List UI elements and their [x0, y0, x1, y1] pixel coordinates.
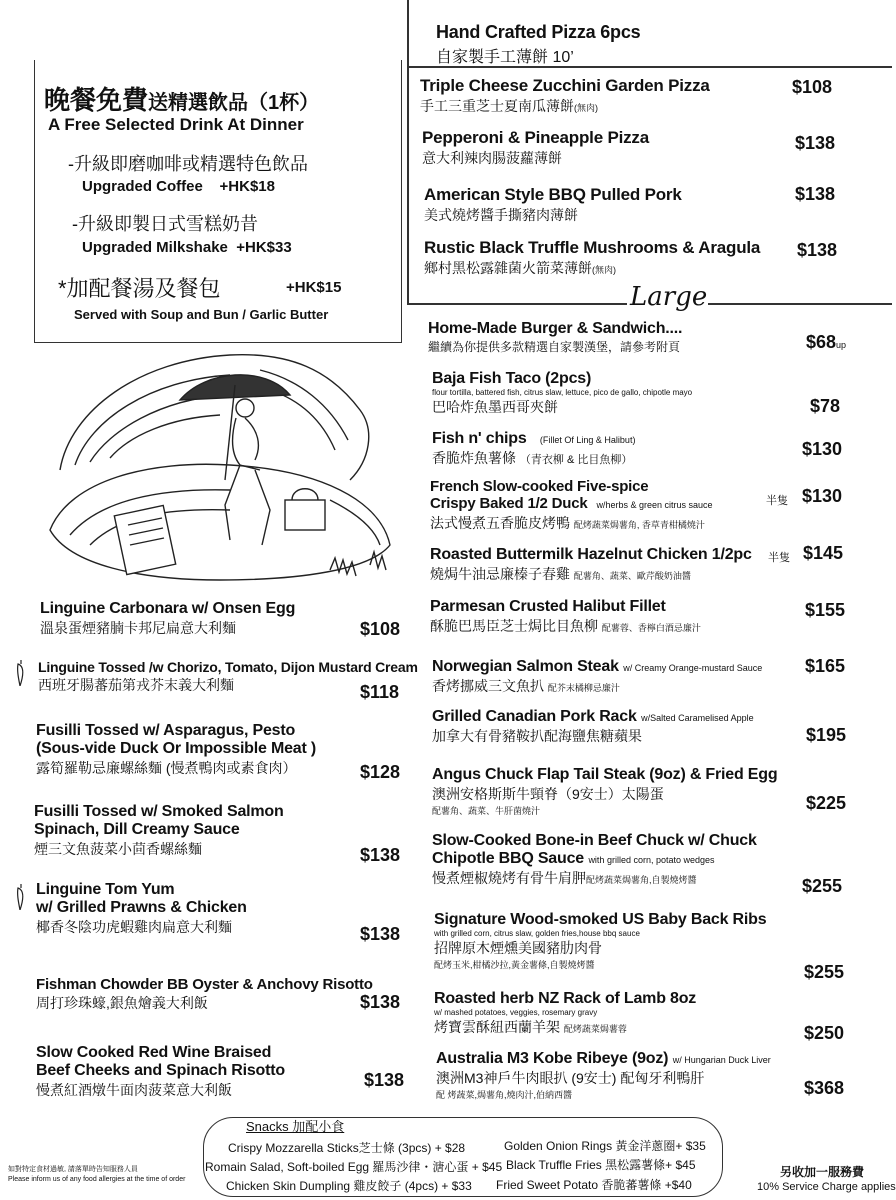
menu-item [432, 430, 635, 468]
promo-title-en: A Free Selected Drink At Dinner [48, 115, 304, 134]
snack-item: Fried Sweet Potato 香脆蕃薯條 +$40 [496, 1178, 692, 1192]
item-price: $138 [795, 133, 836, 153]
item-name: Fusilli Tossed w/ Asparagus, Pesto [36, 722, 296, 739]
item-price: $138 [360, 924, 401, 944]
item-name-zh: 西班牙腸蕃茄第戎芥末義大利麵 [38, 677, 234, 693]
item-name-zh: 意大利辣肉腸菠蘿薄餅 [422, 150, 562, 166]
item-name-line2: Crispy Baked 1/2 Duck [430, 495, 588, 512]
item-price: $165 [805, 656, 846, 676]
item-price: $255 [804, 962, 845, 982]
item-name-zh: 招牌原木煙燻美國豬肋肉骨 [434, 940, 602, 956]
item-price: $255 [802, 876, 843, 896]
item-name: Linguine Tossed /w Chorizo, Tomato, Dijon Mustard Cream [38, 659, 418, 675]
item-name-zh: 法式慢煮五香脆皮烤鴨 [430, 515, 570, 531]
promo-shake-en [82, 239, 292, 256]
item-name: Slow-Cooked Bone-in Beef Chuck w/ Chuck [432, 832, 757, 849]
item-price: $130 [802, 486, 843, 506]
menu-item [420, 76, 710, 116]
menu-item [36, 722, 316, 778]
item-price: $78 [810, 396, 841, 416]
item-price: $155 [805, 600, 846, 620]
menu-item [36, 976, 373, 1013]
item-price [806, 332, 846, 353]
half-label: 半隻 [766, 495, 788, 507]
item-name: Linguine Tom Yum [36, 881, 175, 898]
menu-item [430, 478, 713, 533]
menu-item [424, 185, 682, 225]
item-name: French Slow-cooked Five-spice [430, 478, 649, 495]
illustration-shell-reader [30, 330, 420, 600]
item-name: Triple Cheese Zucchini Garden Pizza [420, 76, 710, 95]
menu-item [424, 238, 760, 278]
item-price: $118 [360, 682, 400, 702]
promo-title-zh-sub: 送精選飲品（1杯） [148, 92, 320, 114]
large-label: Large [630, 282, 708, 312]
menu-item [36, 881, 247, 937]
snack-item: Romain Salad, Soft-boiled Egg 羅馬沙律・溏心蛋 + $45 [205, 1160, 503, 1174]
divider-large-left [407, 303, 627, 305]
item-note: （青衣柳 & 比目魚柳） [519, 454, 633, 466]
item-note: 配烤玉米,柑橘沙拉,黃金薯條,自製燒烤醬 [434, 960, 595, 970]
menu-item [434, 990, 696, 1037]
allergy-note-zh: 如對特定食材過敏, 請落單時告知服務人員 [8, 1166, 138, 1173]
item-name-zh: 慢煮紅酒燉牛面肉菠菜意大利飯 [36, 1082, 232, 1098]
item-name-zh: 煙三文魚菠菜小茴香螺絲麵 [34, 841, 202, 857]
snacks-title: Snacks 加配小食 [246, 1119, 345, 1134]
item-name: Home-Made Burger & Sandwich.... [428, 320, 683, 337]
item-price: $108 [360, 619, 401, 639]
item-price: $250 [804, 1023, 845, 1043]
item-name: Slow Cooked Red Wine Braised [36, 1044, 272, 1061]
promo-soup-en: Served with Soup and Bun / Garlic Butter [74, 307, 329, 322]
item-name-zh: 巴哈炸魚墨西哥夾餅 [432, 399, 558, 415]
item-name: Fusilli Tossed w/ Smoked Salmon [34, 803, 284, 820]
item-note: (無肉) [592, 265, 616, 275]
item-note: 配烤蔬菜焗薯角, 香草青柑橘燒汁 [573, 520, 705, 530]
item-name: Linguine Carbonara w/ Onsen Egg [40, 600, 296, 617]
item-desc: flour tortilla, battered fish, citrus slaw, lettuce, pico de gallo, chipotle mayo [432, 388, 693, 397]
item-name-zh: 香烤挪威三文魚扒 [432, 678, 544, 694]
item-desc: w/ mashed potatoes, veggies, rosemary gravy [434, 1008, 598, 1017]
menu-item [422, 128, 649, 168]
service-charge-zh: 另收加一服務費 [780, 1165, 865, 1179]
snack-item: Golden Onion Rings 黃金洋蔥圈+ $35 [504, 1139, 706, 1153]
menu-item [432, 766, 777, 817]
item-price: $225 [806, 793, 847, 813]
item-price: $145 [803, 543, 844, 563]
menu-item [34, 803, 284, 859]
item-name-zh: 酥脆巴馬臣芝士焗比目魚柳 [430, 618, 598, 634]
item-name-line2: w/ Grilled Prawns & Chicken [36, 899, 247, 916]
item-price: $195 [806, 725, 847, 745]
promo-shake-zh: -升級即製日式雪糕奶昔 [72, 214, 258, 234]
item-price: $138 [360, 845, 401, 865]
menu-item [40, 600, 295, 638]
menu-item [432, 658, 762, 696]
item-note: 配 烤蔬菜,焗薯角,燒肉汁,伯納西醬 [436, 1090, 573, 1100]
item-name: Fishman Chowder BB Oyster & Anchovy Risotto [36, 976, 373, 993]
menu-item [432, 832, 757, 888]
item-note: (無肉) [574, 103, 598, 113]
item-desc: with grilled corn, citrus slaw, golden fries,house bbq sauce [434, 929, 640, 938]
promo-soup-label: *加配餐湯及餐包 [58, 276, 221, 301]
chili-icon [16, 660, 25, 686]
item-name: Fish n' chips [432, 430, 527, 447]
item-desc: w/Salted Caramelised Apple [641, 713, 754, 723]
promo-coffee-zh: -升級即磨咖啡或精選特色飲品 [68, 154, 308, 174]
item-name: Parmesan Crusted Halibut Fillet [430, 598, 666, 615]
promo-soup-price: +HK$15 [286, 279, 342, 296]
item-name-zh: 加拿大有骨豬鞍扒配海鹽焦糖蘋果 [432, 728, 642, 744]
item-name-zh: 烤寶雲酥紐西蘭羊架 [434, 1019, 560, 1035]
item-name-zh: 澳洲M3神戶牛肉眼扒 (9安士) 配匈牙利鴨肝 [436, 1070, 705, 1086]
item-name-zh: 香脆炸魚薯條 [432, 450, 516, 466]
item-note: 配薯角、蔬菜、歐芹酸奶油醬 [573, 571, 691, 581]
item-name: Angus Chuck Flap Tail Steak (9oz) & Fried Egg [432, 766, 778, 783]
item-price: $368 [804, 1078, 845, 1098]
item-price: $138 [797, 240, 838, 260]
item-name: Roasted herb NZ Rack of Lamb 8oz [434, 990, 697, 1007]
snack-item: Crispy Mozzarella Sticks芝士條 (3pcs) + $28 [228, 1141, 466, 1155]
item-price: $138 [795, 184, 836, 204]
item-name-zh: 鄉村黑松露雜菌火箭菜薄餅 [424, 260, 592, 276]
item-note: 配薯蓉、香檸白酒忌廉汁 [601, 623, 701, 633]
divider-large-right [708, 303, 892, 305]
service-charge-en: 10% Service Charge applies [757, 1181, 896, 1193]
promo-title [44, 80, 319, 117]
promo-shake-label: Upgraded Milkshake [82, 239, 228, 256]
menu-item [430, 546, 752, 584]
item-name: Pepperoni & Pineapple Pizza [422, 128, 649, 147]
promo-shake-price: +HK$33 [236, 239, 292, 256]
item-name-zh: 椰香冬陰功虎蝦雞肉扁意大利麵 [36, 919, 232, 935]
item-name-line2: Spinach, Dill Creamy Sauce [34, 821, 240, 838]
promo-coffee-en [82, 178, 275, 195]
menu-item [436, 1050, 771, 1101]
item-name-zh: 繼續為你提供多款精選自家製漢堡，請參考附頁 [428, 340, 681, 354]
item-name: Rustic Black Truffle Mushrooms & Aragula [424, 238, 761, 257]
item-desc: w/ Hungarian Duck Liver [672, 1055, 771, 1065]
promo-title-zh: 晚餐免費 [44, 85, 149, 115]
item-name-line2: (Sous-vide Duck Or Impossible Meat ) [36, 740, 316, 757]
snack-item: Chicken Skin Dumpling 雞皮餃子 (4pcs) + $33 [226, 1179, 472, 1193]
item-desc: (Fillet Of Ling & Halibut) [539, 435, 636, 445]
item-desc: with grilled corn, potato wedges [588, 855, 715, 865]
menu-item [430, 598, 701, 636]
item-desc: w/ Creamy Orange-mustard Sauce [623, 663, 763, 673]
item-name: Roasted Buttermilk Hazelnut Chicken 1/2pc [430, 546, 752, 563]
item-note: 配烤蔬菜焗薯蓉 [563, 1024, 627, 1034]
divider-vertical-top [407, 0, 409, 305]
item-name-line2: Chipotle BBQ Sauce [432, 850, 584, 867]
item-price: $138 [360, 992, 401, 1012]
item-name-zh: 慢煮煙椒燒烤有骨牛肩胛 [432, 870, 586, 886]
item-name-line2: Beef Cheeks and Spinach Risotto [36, 1062, 285, 1079]
item-name-zh: 手工三重芝士夏南瓜薄餅 [420, 98, 574, 114]
chili-icon [16, 884, 25, 910]
item-note: 配芥末橘柳忌廉汁 [547, 683, 620, 693]
promo-coffee-label: Upgraded Coffee [82, 178, 203, 195]
pizza-header-zh: 自家製手工薄餅 10’ [436, 49, 574, 66]
item-price-value: $68 [806, 332, 837, 352]
snack-item: Black Truffle Fries 黑松露薯條+ $45 [506, 1158, 696, 1172]
item-name: Australia M3 Kobe Ribeye (9oz) [436, 1050, 669, 1067]
item-price-sup: up [836, 340, 847, 350]
item-name: Norwegian Salmon Steak [432, 658, 619, 675]
menu-item [36, 1044, 285, 1100]
promo-coffee-price: +HK$18 [219, 178, 275, 195]
item-price: $128 [360, 762, 401, 782]
item-name: Signature Wood-smoked US Baby Back Ribs [434, 911, 767, 928]
item-name-zh: 澳洲安格斯斯牛頸脊（9安士）太陽蛋 [432, 786, 664, 802]
item-name-zh: 周打珍珠蠔,銀魚燴義大利飯 [36, 995, 208, 1011]
menu-item [432, 708, 754, 746]
half-label: 半隻 [768, 552, 790, 564]
promo-soup-zh [58, 272, 221, 303]
allergy-note-en: Please inform us of any food allergies at the time of order [8, 1176, 186, 1183]
item-price: $138 [364, 1070, 405, 1090]
menu-item [434, 911, 766, 971]
item-name-zh: 溫泉蛋煙豬腩卡邦尼扁意大利麵 [40, 620, 236, 636]
pizza-header-en: Hand Crafted Pizza 6pcs [436, 22, 641, 42]
item-name-zh: 美式燒烤醬手撕豬肉薄餅 [424, 207, 578, 223]
item-name-zh: 燒焗牛油忌廉榛子春雞 [430, 566, 570, 582]
menu-item [432, 370, 692, 417]
item-price: $130 [802, 439, 843, 459]
item-name: Baja Fish Taco (2pcs) [432, 370, 592, 387]
item-name: Grilled Canadian Pork Rack [432, 708, 637, 725]
item-name: American Style BBQ Pulled Pork [424, 185, 682, 204]
item-price: $108 [792, 77, 833, 97]
item-desc: w/herbs & green citrus sauce [596, 500, 713, 510]
menu-item [428, 320, 682, 355]
item-note: 配薯角、蔬菜、牛肝菌燒汁 [432, 806, 541, 816]
item-note: 配烤蔬菜焗薯角,自製燒烤醬 [586, 875, 697, 885]
item-name-zh: 露筍羅勒忌廉螺絲麵 (慢煮鴨肉或素食肉） [36, 760, 297, 776]
